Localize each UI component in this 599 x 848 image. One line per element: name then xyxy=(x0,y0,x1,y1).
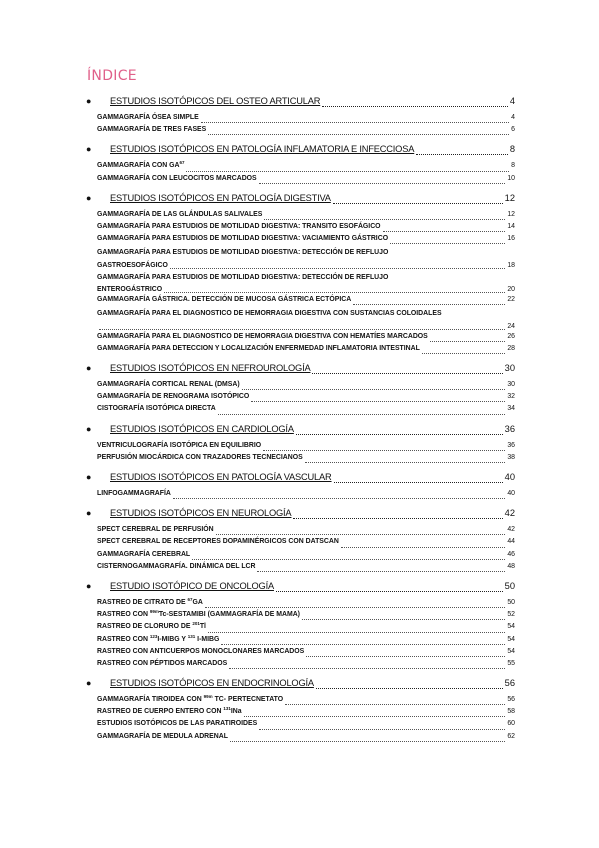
toc-entry-label: ESTUDIOS ISOTÓPICOS DE LAS PARATIROIDES xyxy=(97,720,258,728)
dot-leader xyxy=(276,591,503,592)
toc-entry[interactable] xyxy=(84,708,515,720)
toc-page-number: 54 xyxy=(507,647,515,655)
toc-entry[interactable] xyxy=(84,223,515,235)
toc-entry-label: RASTREO DE CUERPO ENTERO CON $^{131}$INa xyxy=(97,706,242,716)
toc-page-number: 4 xyxy=(509,96,515,106)
toc-entry-label: GAMMAGRAFÍA PARA ESTUDIOS DE MOTILIDAD DIGESTIVA: TRANSITO ESOFÁGICO xyxy=(97,222,381,230)
dot-leader xyxy=(251,401,505,402)
dot-leader xyxy=(244,716,506,717)
toc-entry-label-continued: GASTROESOFÁGICO xyxy=(97,261,168,269)
dot-leader xyxy=(99,329,505,330)
toc-entry[interactable] xyxy=(84,114,515,126)
toc-page-number: 32 xyxy=(507,393,515,401)
toc-page-number: 52 xyxy=(507,611,515,619)
toc-page-number: 36 xyxy=(504,423,515,434)
superscript: 131 xyxy=(187,633,196,639)
toc-entry[interactable] xyxy=(84,733,515,745)
toc-page-number: 8 xyxy=(511,162,515,170)
toc-page-number: 30 xyxy=(507,381,515,389)
dot-leader xyxy=(293,518,502,519)
dot-leader xyxy=(430,341,506,342)
dot-leader xyxy=(285,704,505,705)
dot-leader xyxy=(216,534,506,535)
toc-entry-label: SPECT CEREBRAL DE PERFUSIÓN xyxy=(97,526,214,534)
toc-page-number: 20 xyxy=(507,285,515,293)
toc-entry[interactable] xyxy=(84,720,515,732)
toc-page-number: 24 xyxy=(507,322,515,330)
dot-leader xyxy=(422,353,506,354)
toc-section[interactable] xyxy=(84,424,515,438)
toc-section-label: ESTUDIO ISOTÓPICO DE ONCOLOGÍA xyxy=(110,580,274,591)
toc-entry[interactable] xyxy=(84,175,515,187)
bullet-icon: ● xyxy=(86,363,92,374)
toc-page-number: 56 xyxy=(504,678,515,689)
toc-page-number: 26 xyxy=(507,332,515,340)
bullet-icon: ● xyxy=(86,678,92,689)
table-of-contents xyxy=(84,96,515,745)
superscript: 123 xyxy=(149,633,158,639)
dot-leader xyxy=(205,607,505,608)
toc-section-label: ESTUDIOS ISOTÓPICOS EN CARDIOLOGÍA xyxy=(110,423,294,434)
toc-entry-label: GAMMAGRAFÍA PARA ESTUDIOS DE MOTILIDAD DIGESTIVA: DETECCIÓN DE REFLUJO xyxy=(97,273,389,281)
toc-section-label: ESTUDIOS ISOTÓPICOS DEL OSTEO ARTICULAR xyxy=(110,96,321,106)
toc-page-number: 16 xyxy=(507,235,515,243)
toc-entry-label: GAMMAGRAFÍA PARA ESTUDIOS DE MOTILIDAD DIGESTIVA: VACIAMIENTO GÁSTRICO xyxy=(97,235,389,243)
bullet-icon: ● xyxy=(86,472,92,483)
toc-entry[interactable] xyxy=(84,126,515,138)
toc-entry[interactable] xyxy=(84,538,515,550)
dot-leader xyxy=(383,231,506,232)
dot-leader xyxy=(302,619,505,620)
toc-entry[interactable] xyxy=(84,596,515,611)
dot-leader xyxy=(390,243,505,244)
toc-entry[interactable] xyxy=(84,623,515,635)
dot-leader xyxy=(333,203,503,204)
toc-page-number: 22 xyxy=(507,296,515,304)
toc-entry-label: GAMMAGRAFÍA PARA DETECCION Y LOCALIZACIÓN ENFERMEDAD INFLAMATORIA INTESTINAL xyxy=(97,344,420,352)
toc-page-number: 40 xyxy=(504,472,515,483)
toc-entry-label: RASTREO CON ANTICUERPOS MONOCLONARES MARCADOS xyxy=(97,647,305,655)
toc-page-number: 44 xyxy=(507,538,515,546)
toc-page-number: 42 xyxy=(504,508,515,519)
toc-section[interactable] xyxy=(84,581,515,595)
toc-page-number: 36 xyxy=(507,441,515,449)
dot-leader xyxy=(186,171,509,172)
toc-page-number: 56 xyxy=(507,696,515,704)
toc-entry[interactable] xyxy=(84,454,515,466)
toc-entry[interactable] xyxy=(84,247,515,271)
toc-entry[interactable] xyxy=(84,235,515,247)
dot-leader xyxy=(341,547,505,548)
dot-leader xyxy=(264,219,505,220)
superscript: 67 xyxy=(187,596,193,602)
page-title: ÍNDICE xyxy=(87,68,137,84)
toc-entry-label: PERFUSIÓN MIOCÁRDICA CON TRAZADORES TECNECIANOS xyxy=(97,453,303,461)
toc-entry-label: RASTREO CON $^{99m}$Tc-SESTAMIBI (GAMMAGRAFÍA DE MAMA) xyxy=(97,609,300,619)
dot-leader xyxy=(230,741,505,742)
toc-entry-label: RASTREO DE CLORURO DE $^{201}$Tl xyxy=(97,621,206,631)
toc-entry[interactable] xyxy=(84,162,515,174)
toc-entry[interactable] xyxy=(84,211,515,223)
dot-leader xyxy=(173,498,505,499)
toc-entry-label: RASTREO CON PÉPTIDOS MARCADOS xyxy=(97,659,228,667)
dot-leader xyxy=(263,450,505,451)
toc-page-number: 38 xyxy=(507,453,515,461)
dot-leader xyxy=(208,134,509,135)
toc-entry-label: GAMMAGRAFÍA PARA EL DIAGNOSTICO DE HEMORRAGIA DIGESTIVA CON HEMATÍES MARCADOS xyxy=(97,332,428,340)
toc-entry[interactable] xyxy=(84,381,515,393)
dot-leader xyxy=(218,414,506,415)
bullet-icon: ● xyxy=(86,144,92,155)
toc-entry-label: RASTREO DE CITRATO DE $^{67}$GA xyxy=(97,596,203,606)
superscript: 67 xyxy=(179,160,185,166)
toc-section[interactable] xyxy=(84,472,515,486)
toc-entry[interactable] xyxy=(84,272,515,296)
toc-section[interactable] xyxy=(84,508,515,522)
toc-page-number: 54 xyxy=(507,635,515,643)
dot-leader xyxy=(242,389,506,390)
toc-page-number: 42 xyxy=(507,526,515,534)
toc-section[interactable] xyxy=(84,96,515,110)
toc-entry-continuation xyxy=(97,284,515,296)
toc-entry-label: GAMMAGRAFÍA PARA EL DIAGNOSTICO DE HEMORRAGIA DIGESTIVA CON SUSTANCIAS COLOIDALES xyxy=(97,310,442,318)
toc-page-number: 34 xyxy=(507,405,515,413)
toc-entry[interactable] xyxy=(84,660,515,672)
superscript: 99m xyxy=(149,609,159,615)
toc-section[interactable] xyxy=(84,363,515,377)
toc-page-number: 55 xyxy=(507,659,515,667)
toc-entry-label-continued: ENTEROGÁSTRICO xyxy=(97,285,163,293)
toc-entry[interactable] xyxy=(84,633,515,648)
toc-section-label: ESTUDIOS ISOTÓPICOS EN PATOLOGÍA VASCULAR xyxy=(110,472,332,483)
toc-section[interactable] xyxy=(84,193,515,207)
toc-entry[interactable] xyxy=(84,345,515,357)
bullet-icon: ● xyxy=(86,508,92,519)
toc-entry[interactable] xyxy=(84,405,515,417)
dot-leader xyxy=(316,688,503,689)
toc-entry-label: GAMMAGRAFÍA ÓSEA SIMPLE xyxy=(97,114,199,121)
toc-entry-label: GAMMAGRAFÍA PARA ESTUDIOS DE MOTILIDAD DIGESTIVA: DETECCIÓN DE REFLUJO xyxy=(97,249,389,257)
superscript: 201 xyxy=(192,621,200,627)
toc-entry[interactable] xyxy=(84,393,515,405)
toc-entry-label: GAMMAGRAFÍA GÁSTRICA. DETECCIÓN DE MUCOSA GÁSTRICA ECTÓPICA xyxy=(97,296,352,304)
toc-entry-label: SPECT CEREBRAL DE RECEPTORES DOPAMINÉRGICOS CON DATSCAN xyxy=(97,538,339,546)
dot-leader xyxy=(416,154,508,155)
toc-page-number: 18 xyxy=(507,261,515,269)
toc-entry-label: VENTRICULOGRAFÍA ISOTÓPICA EN EQUILIBRIO xyxy=(97,441,262,449)
toc-section[interactable] xyxy=(84,144,515,158)
toc-page-number: 54 xyxy=(507,623,515,631)
toc-entry-label: GAMMAGRAFÍA DE LAS GLÁNDULAS SALIVALES xyxy=(97,210,263,218)
toc-entry[interactable] xyxy=(84,296,515,308)
toc-entry-label: CISTERNOGAMMAGRAFÍA. DINÁMICA DEL LCR xyxy=(97,562,256,570)
bullet-icon: ● xyxy=(86,192,92,203)
bullet-icon: ● xyxy=(86,96,92,106)
toc-page-number: 58 xyxy=(507,708,515,716)
toc-entry-label: GAMMAGRAFÍA CON GA$^{67}$ xyxy=(97,160,185,170)
bullet-icon: ● xyxy=(86,423,92,434)
dot-leader xyxy=(170,268,506,269)
toc-page-number: 28 xyxy=(507,344,515,352)
dot-leader xyxy=(305,462,506,463)
dot-leader xyxy=(259,183,506,184)
toc-page-number: 14 xyxy=(507,222,515,230)
toc-page-number: 12 xyxy=(504,192,515,203)
dot-leader xyxy=(296,434,503,435)
toc-section-label: ESTUDIOS ISOTÓPICOS EN NEUROLOGÍA xyxy=(110,508,292,519)
dot-leader xyxy=(257,571,505,572)
toc-entry-label: GAMMAGRAFÍA DE TRES FASES xyxy=(97,126,207,134)
toc-page-number: 46 xyxy=(507,550,515,558)
toc-entry-label: CISTOGRAFÍA ISOTÓPICA DIRECTA xyxy=(97,405,216,413)
dot-leader xyxy=(208,632,505,633)
toc-entry-label: GAMMAGRAFÍA DE MEDULA ADRENAL xyxy=(97,732,228,740)
toc-entry[interactable] xyxy=(84,551,515,563)
toc-entry[interactable] xyxy=(84,490,515,502)
dot-leader xyxy=(353,304,505,305)
dot-leader xyxy=(306,656,505,657)
toc-entry-label: GAMMAGRAFÍA CORTICAL RENAL (DMSA) xyxy=(97,381,240,389)
toc-entry[interactable] xyxy=(84,696,515,708)
toc-page-number: 48 xyxy=(507,562,515,570)
dot-leader xyxy=(334,482,503,483)
superscript: 99m xyxy=(203,694,213,700)
toc-page-number: 50 xyxy=(507,598,515,606)
toc-entry[interactable] xyxy=(84,308,515,332)
toc-entry-label: GAMMAGRAFÍA TIROIDEA CON $^{99m}$ TC- PERTECNETATO xyxy=(97,694,284,704)
toc-section-label: ESTUDIOS ISOTÓPICOS EN NEFROUROLOGÍA xyxy=(110,363,311,374)
toc-page-number: 30 xyxy=(504,363,515,374)
superscript: 131 xyxy=(223,706,231,712)
dot-leader xyxy=(322,106,508,107)
bullet-icon: ● xyxy=(86,580,92,591)
toc-section-label: ESTUDIOS ISOTÓPICOS EN PATOLOGÍA DIGESTIVA xyxy=(110,192,331,203)
dot-leader xyxy=(164,292,505,293)
toc-section-label: ESTUDIOS ISOTÓPICOS EN ENDOCRINOLOGÍA xyxy=(110,678,314,689)
toc-page-number: 12 xyxy=(507,210,515,218)
toc-entry[interactable] xyxy=(84,442,515,454)
toc-section-label: ESTUDIOS ISOTÓPICOS EN PATOLOGÍA INFLAMATORIA E INFECCIOSA xyxy=(110,144,415,155)
toc-page-number: 50 xyxy=(504,580,515,591)
toc-entry-label: RASTREO CON $^{123}$I-MIBG Y $^{131}$ I-MIBG xyxy=(97,633,220,643)
toc-page-number: 60 xyxy=(507,720,515,728)
toc-page-number: 10 xyxy=(507,174,515,182)
dot-leader xyxy=(312,373,502,374)
toc-entry-label: GAMMAGRAFÍA CEREBRAL xyxy=(97,550,191,558)
dot-leader xyxy=(221,644,505,645)
toc-entry-continuation xyxy=(97,321,515,333)
toc-section[interactable] xyxy=(84,678,515,692)
toc-entry-continuation xyxy=(97,260,515,272)
toc-entry[interactable] xyxy=(84,526,515,538)
toc-entry[interactable] xyxy=(84,563,515,575)
toc-page-number: 40 xyxy=(507,490,515,498)
dot-leader xyxy=(201,122,509,123)
toc-entry[interactable] xyxy=(84,648,515,660)
toc-page-number: 62 xyxy=(507,732,515,740)
toc-page-number: 6 xyxy=(511,126,515,134)
dot-leader xyxy=(259,729,505,730)
toc-entry[interactable] xyxy=(84,333,515,345)
toc-page-number: 8 xyxy=(509,144,515,155)
toc-entry-label: GAMMAGRAFÍA CON LEUCOCITOS MARCADOS xyxy=(97,174,257,182)
dot-leader xyxy=(192,559,505,560)
toc-entry-label: GAMMAGRAFÍA DE RENOGRAMA ISOTÓPICO xyxy=(97,393,250,401)
toc-entry-label: LINFOGAMMAGRAFÍA xyxy=(97,490,171,498)
dot-leader xyxy=(229,668,505,669)
toc-page-number: 4 xyxy=(511,114,515,121)
toc-entry[interactable] xyxy=(84,611,515,623)
